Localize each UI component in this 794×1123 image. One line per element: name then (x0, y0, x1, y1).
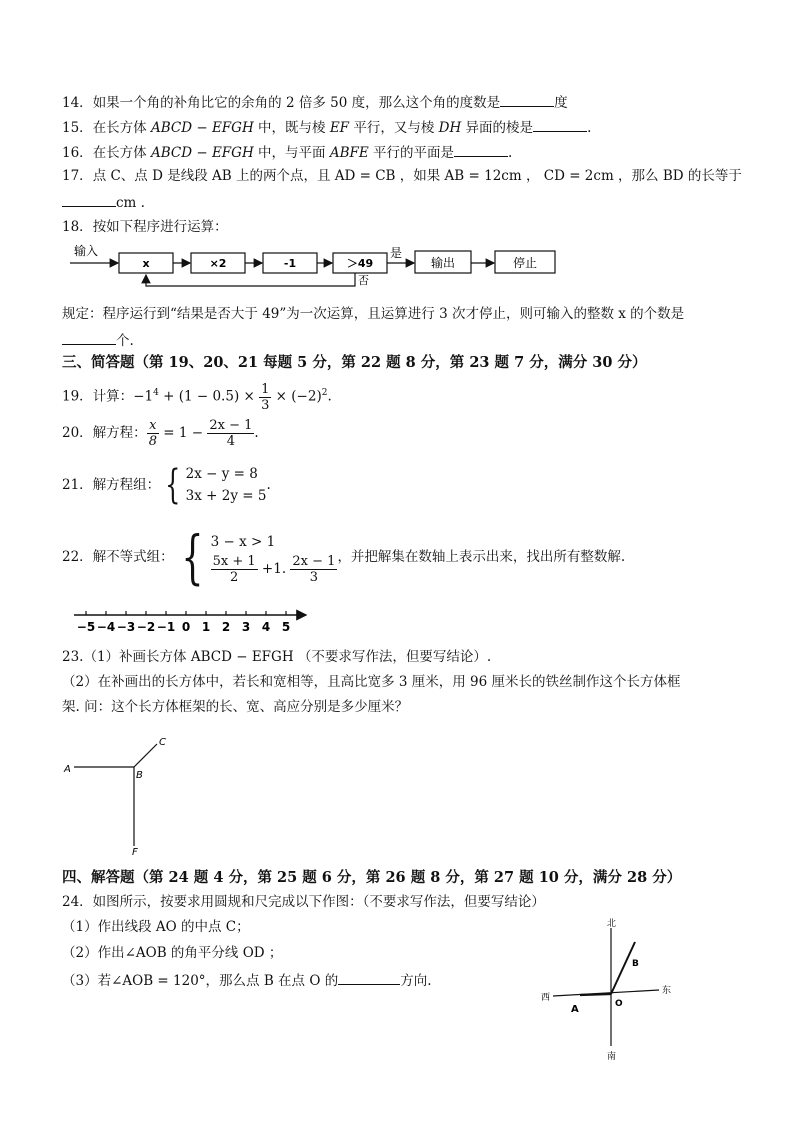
question-23-part2: （2）在补画出的长方体中，若长和宽相等，且高比宽多 3 厘米，用 96 厘米长的铁丝制作这个长方体框 (62, 674, 681, 690)
label-C: C (159, 737, 166, 748)
edge-BC (134, 744, 157, 767)
question-22: 22．解不等式组： { 3 − x > 1 $\frac{5x + 1}{2}$ +1. $\frac{2x - 1}{3}$ ，并把解集在数轴上表示出来，找出所有整数解. (62, 523, 626, 591)
number-line-label: 1 (201, 620, 211, 634)
number-line-label: −4 (96, 620, 116, 634)
flow-no-label: 否 (358, 274, 369, 287)
label-O: O (615, 999, 623, 1009)
question-18-rule-line2: 个. (62, 330, 134, 350)
number-line-label: 2 (221, 620, 231, 634)
question-17: 17．点 C、点 D 是线段 AB 上的两个点，且 AD = CB ，如果 AB = 12cm ， CD = 2cm ，那么 BD 的长等于 (62, 168, 742, 184)
question-14: 14．如果一个角的补角比它的余角的 2 倍多 50 度，那么这个角的度数是 度 (62, 92, 568, 112)
number-line-label: −5 (76, 620, 96, 634)
number-line-label: 0 (181, 620, 191, 634)
equation-system: 2x − y = 8 3x + 2y = 5 (185, 466, 267, 504)
question-17-line2: cm . (62, 192, 145, 212)
question-23-part1: 23.（1）补画长方体 ABCD − EFGH （不要求写作法，但要写结论）. (62, 649, 492, 665)
label-north: 北 (607, 919, 617, 929)
label-F: F (132, 847, 138, 856)
question-24-part3: （3）若∠AOB = 120°，那么点 B 在点 O 的 方向. (62, 970, 432, 990)
number-line-label: −1 (156, 620, 176, 634)
question-24-part1: （1）作出线段 AO 的中点 C； (62, 919, 250, 935)
fraction-one-third: $\frac{1}{3}$ (261, 381, 270, 413)
flow-yes-label: 是 (390, 246, 403, 260)
fraction-2x-1-over-4: $\frac{2x - 1}{4}$ (209, 418, 253, 449)
section-3-heading: 三、简答题（第 19、20、21 每题 5 分，第 22 题 8 分，第 23 题 7 分，满分 30 分） (62, 354, 647, 371)
flow-box-output-label: 输出 (430, 256, 456, 270)
answer-blank-18[interactable] (62, 330, 116, 345)
label-east: 东 (662, 986, 672, 996)
fraction-5x-1-over-2: $\frac{5x + 1}{2}$ (212, 553, 256, 585)
number-line-label: −3 (116, 620, 136, 634)
flow-box-subtract-label: -1 (283, 257, 297, 270)
flow-box-stop-label: 停止 (512, 256, 538, 270)
flow-input-label: 输入 (74, 244, 99, 258)
inequality-brace: { (181, 523, 204, 591)
answer-blank-16[interactable] (454, 142, 508, 157)
label-A: A (571, 1004, 579, 1015)
number-line (68, 606, 318, 638)
system-brace: { (165, 462, 181, 508)
question-16: 16．在长方体 ABCD − EFGH 中，与平面 ABFE 平行的平面是 . (62, 142, 512, 162)
compass-figure (535, 916, 695, 1066)
answer-blank-14[interactable] (500, 92, 554, 107)
question-15: 15．在长方体 ABCD − EFGH 中，既与棱 EF 平行，又与棱 DH 异面的棱是 . (62, 117, 591, 137)
fraction-2x-1-over-3: $\frac{2x - 1}{3}$ (292, 553, 336, 585)
label-B: B (136, 770, 143, 781)
question-24-part2: （2）作出∠AOB 的角平分线 OD ； (62, 945, 283, 961)
answer-blank-24[interactable] (338, 970, 400, 985)
question-23-part2-line2: 架. 问：这个长方体框架的长、宽、高应分别是多少厘米？ (62, 699, 409, 715)
answer-blank-15[interactable] (533, 117, 587, 132)
question-21: 21．解方程组： { 2x − y = 8 3x + 2y = 5 . (62, 462, 271, 508)
number-line-label: 5 (281, 620, 291, 634)
number-line-label: 4 (261, 620, 271, 634)
question-24-stem: 24．如图所示，按要求用圆规和尺完成以下作图：（不要求写作法，但要写结论） (62, 894, 545, 910)
flow-box-multiply-label: ×2 (209, 257, 227, 270)
flow-box-compare-label: ＞49 (346, 257, 374, 270)
flow-loop-back-arrow (146, 273, 355, 286)
answer-blank-17[interactable] (62, 192, 116, 207)
inequality-system: 3 − x > 1 $\frac{5x + 1}{2}$ +1. $\frac{2x - 1}{3}$ (210, 533, 336, 585)
section-4-heading: 四、解答题（第 24 题 4 分，第 25 题 6 分，第 26 题 8 分，第 27 题 10 分，满分 28 分） (62, 869, 682, 886)
ray-OA (580, 994, 611, 995)
flow-box-x-label: x (142, 257, 150, 270)
question-18: 18．按如下程序进行运算： (62, 219, 228, 235)
question-18-rule: 规定：程序运行到“结果是否大于 49”为一次运算，且运算进行 3 次才停止，则可输入的整数 x 的个数是 (62, 306, 685, 322)
label-A: A (64, 764, 71, 775)
number-line-label: 3 (241, 620, 251, 634)
number-line-label: −2 (136, 620, 156, 634)
cuboid-partial-figure (62, 732, 182, 856)
label-west: 西 (541, 993, 551, 1003)
question-19: 19．计算：$-1^4 + (1 - 0.5)$ × $\frac{1}{3}$ × $(-2)^2$. (62, 381, 332, 413)
program-flowchart (66, 240, 576, 294)
question-20: 20．解方程： $\frac{x}{8}$ = 1 − $\frac{2x - 1}{4}$ . (62, 418, 259, 449)
fraction-x-over-8: $\frac{x}{8}$ (148, 418, 157, 449)
label-south: 南 (607, 1052, 617, 1062)
label-B: B (632, 959, 639, 969)
